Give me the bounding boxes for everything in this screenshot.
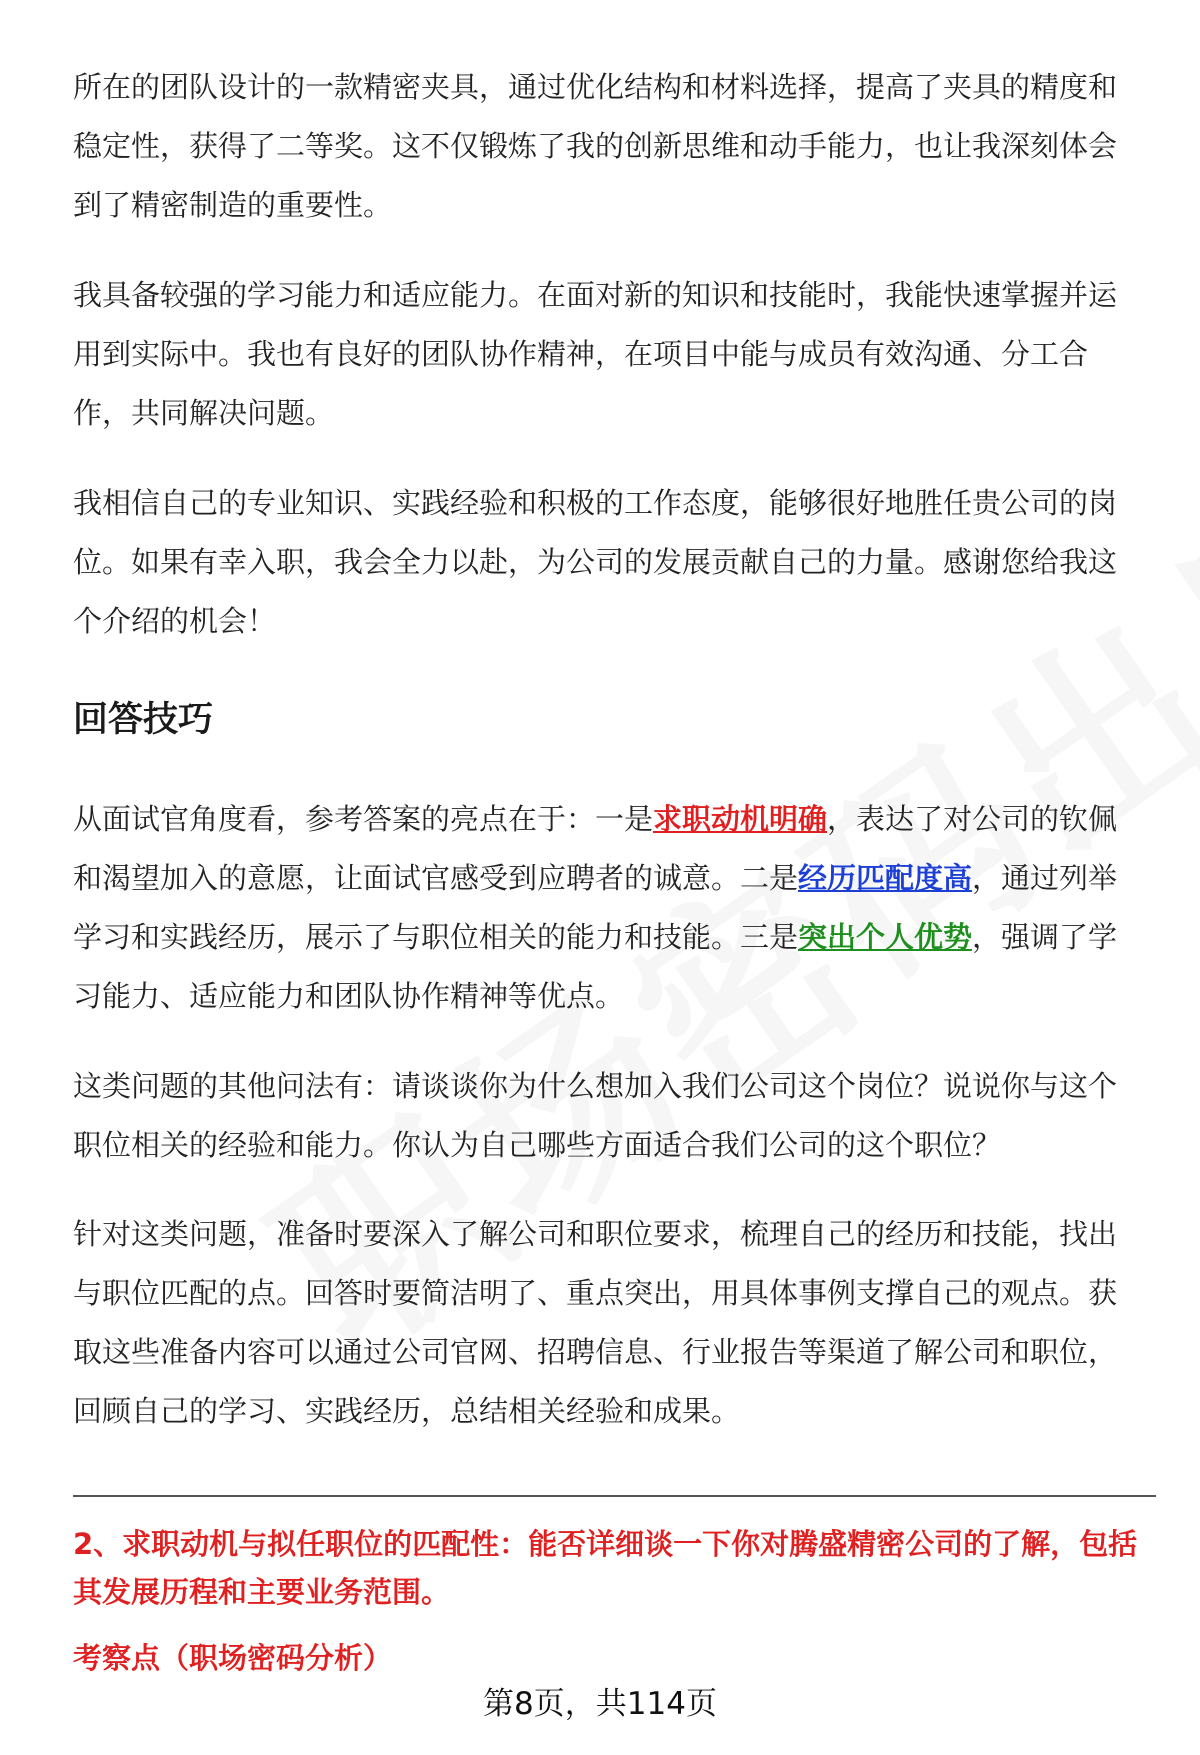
next-subheading: 考察点（职场密码分析） <box>73 1641 393 1675</box>
preparation-paragraph: 针对这类问题，准备时要深入了解公司和职位要求，梳理自己的经历和技能，找出与职位匹配的点。回答时要简洁明了、重点突出，用具体事例支撑自己的观点。获取这些准备内容可以通过公司官网、招聘信息、行业报告等渠道了解公司和职位，回顾自己的学习、实践经历，总结相关经验和成果。 <box>73 1217 1118 1428</box>
answer-paragraph-3: 我相信自己的专业知识、实践经验和积极的工作态度，能够很好地胜任贵公司的岗位。如果有幸入职，我会全力以赴，为公司的发展贡献自己的力量。感谢您给我这个介绍的机会！ <box>73 486 1118 638</box>
answer-paragraph-1: 所在的团队设计的一款精密夹具，通过优化结构和材料选择，提高了夹具的精度和稳定性，获得了二等奖。这不仅锻炼了我的创新思维和动手能力，也让我深刻体会到了精密制造的重要性。 <box>73 70 1118 222</box>
highlight-personal-strength: 突出个人优势 <box>798 920 973 954</box>
analysis-text-1: 从面试官角度看，参考答案的亮点在于：一是 <box>73 802 654 836</box>
section-heading: 回答技巧 <box>73 700 214 740</box>
section-divider <box>73 1495 1156 1497</box>
analysis-text-3: ，通过列举学习和实践经历，展示了与职位相关的能力和技能。三是 <box>73 861 1118 954</box>
analysis-text-2: ，表达了对公司的钦佩和渴望加入的意愿，让面试官感受到应聘者的诚意。二是 <box>73 802 1118 895</box>
highlight-experience-match: 经历匹配度高 <box>798 861 973 895</box>
page-footer: 第8页，共114页 <box>483 1686 717 1722</box>
analysis-text-4: ，强调了学习能力、适应能力和团队协作精神等优点。 <box>73 920 1118 1013</box>
analysis-paragraph <box>73 790 1135 1026</box>
highlight-motivation: 求职动机明确 <box>653 802 828 836</box>
next-question: 2、求职动机与拟任职位的匹配性：能否详细谈一下你对腾盛精密公司的了解，包括其发展历程和主要业务范围。 <box>73 1527 1138 1609</box>
other-phrasings-paragraph: 这类问题的其他问法有：请谈谈你为什么想加入我们公司这个岗位？说说你与这个职位相关的经验和能力。你认为自己哪些方面适合我们公司的这个职位？ <box>73 1069 1118 1162</box>
answer-paragraph-2: 我具备较强的学习能力和适应能力。在面对新的知识和技能时，我能快速掌握并运用到实际中。我也有良好的团队协作精神，在项目中能与成员有效沟通、分工合作，共同解决问题。 <box>73 278 1118 430</box>
